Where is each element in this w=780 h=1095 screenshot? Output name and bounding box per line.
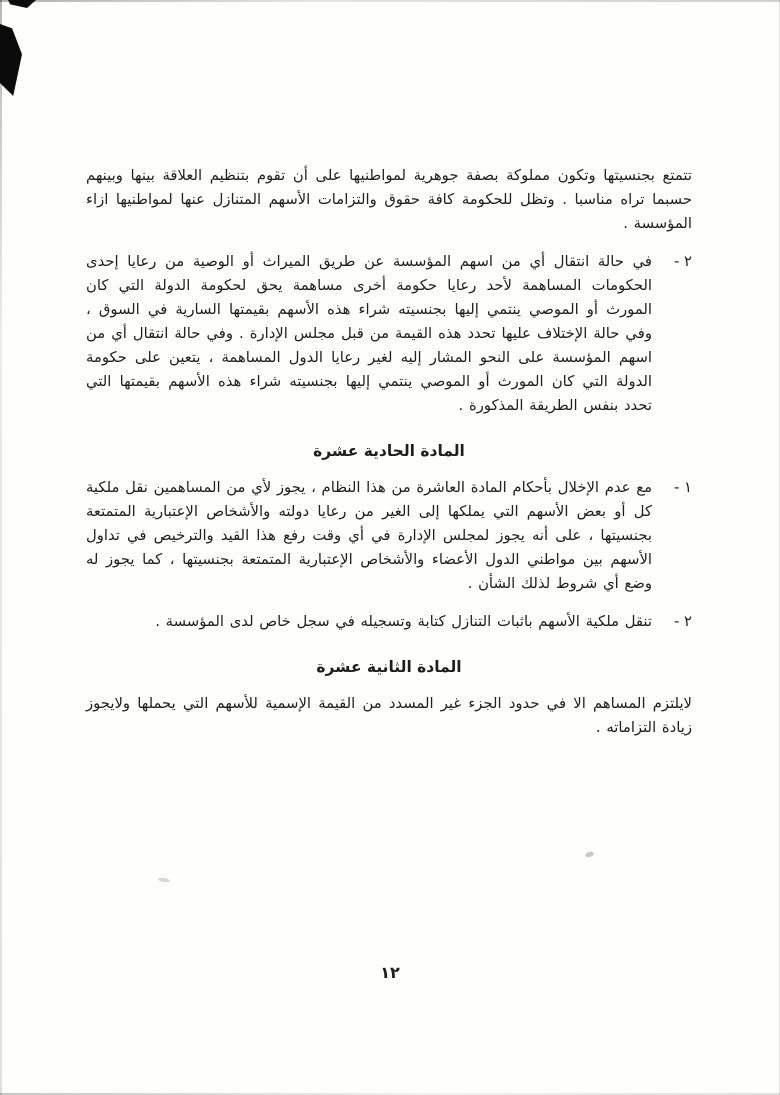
intro-paragraph: تتمتع بجنسيتها وتكون مملوكة بصفة جوهرية لمواطنيها على أن تقوم بتنظيم العلاقة بينها وبينهم حسبما تراه مناسبا . وتظل للحكومة كافة حقوق والتزامات الأسهم المتنازل عنها لمواطنيها ازاء المؤسسة . xyxy=(86,167,692,232)
closing-paragraph: لايلتزم المساهم الا في حدود الجزء غير المسدد من القيمة الإسمية للأسهم التي يحملها ولايجوز زيادة التزاماته . xyxy=(86,695,692,736)
numbered-item-2b xyxy=(86,610,692,634)
item-text: في حالة انتقال أي من اسهم المؤسسة عن طريق الميراث أو الوصية من رعايا إحدى الحكومات المساهمة لأحد رعايا حكومة أخرى مساهمة يحق لحكومة الدولة التي كان المورث أو الموصي ينتمي إليها بجنسيته شراء هذه الأسهم بقيمتها السارية في السوق ، وفي حالة الإختلاف عليها تحدد هذه القيمة من قبل مجلس الإدارة . وفي حالة انتقال أي من اسهم المؤسسة على النحو المشار إليه لغير رعايا الدول المساهمة ، يتعين على حكومة الدولة التي كان المورث أو الموصي ينتمي إليها بجنسيته شراء هذه الأسهم بقيمتها التي تحدد بنفس الطريقة المذكورة . xyxy=(86,253,652,414)
item-text: مع عدم الإخلال بأحكام المادة العاشرة من هذا النظام ، يجوز لأي من المساهمين نقل ملكية كل أو بعض الأسهم التي يملكها إلى الغير من رعايا دولته والأشخاص الإعتبارية المتمتعة بجنسيتها ، على أنه يجوز لمجلس الإدارة في أي وقت رفع هذا القيد والترخيص في تداول الأسهم بين مواطني الدول الأعضاء والأشخاص الإعتبارية المتمتعة بجنسيتها ، كما يجوز له وضع أي شروط لذلك الشأن . xyxy=(86,479,652,592)
article-eleven-heading: المادة الحادية عشرة xyxy=(313,442,465,460)
scan-speck xyxy=(158,877,170,883)
item-marker: ١ - xyxy=(674,479,692,496)
numbered-item-1 xyxy=(86,476,692,596)
item-marker: ٢ - xyxy=(674,253,692,270)
page-content xyxy=(86,164,692,754)
page-number: ١٢ xyxy=(380,963,400,982)
scan-speck xyxy=(584,851,594,859)
item-marker: ٢ - xyxy=(674,613,692,630)
scan-edge-top xyxy=(0,0,780,2)
scan-edge-left xyxy=(0,0,2,1095)
numbered-item-2 xyxy=(86,250,692,418)
article-twelve-heading: المادة الثانية عشرة xyxy=(316,658,462,676)
item-text: تنقل ملكية الأسهم باثبات التنازل كتابة وتسجيله في سجل خاص لدى المؤسسة . xyxy=(155,613,652,630)
scan-artifact-corner xyxy=(8,0,36,8)
scan-artifact-left-edge xyxy=(0,24,22,96)
